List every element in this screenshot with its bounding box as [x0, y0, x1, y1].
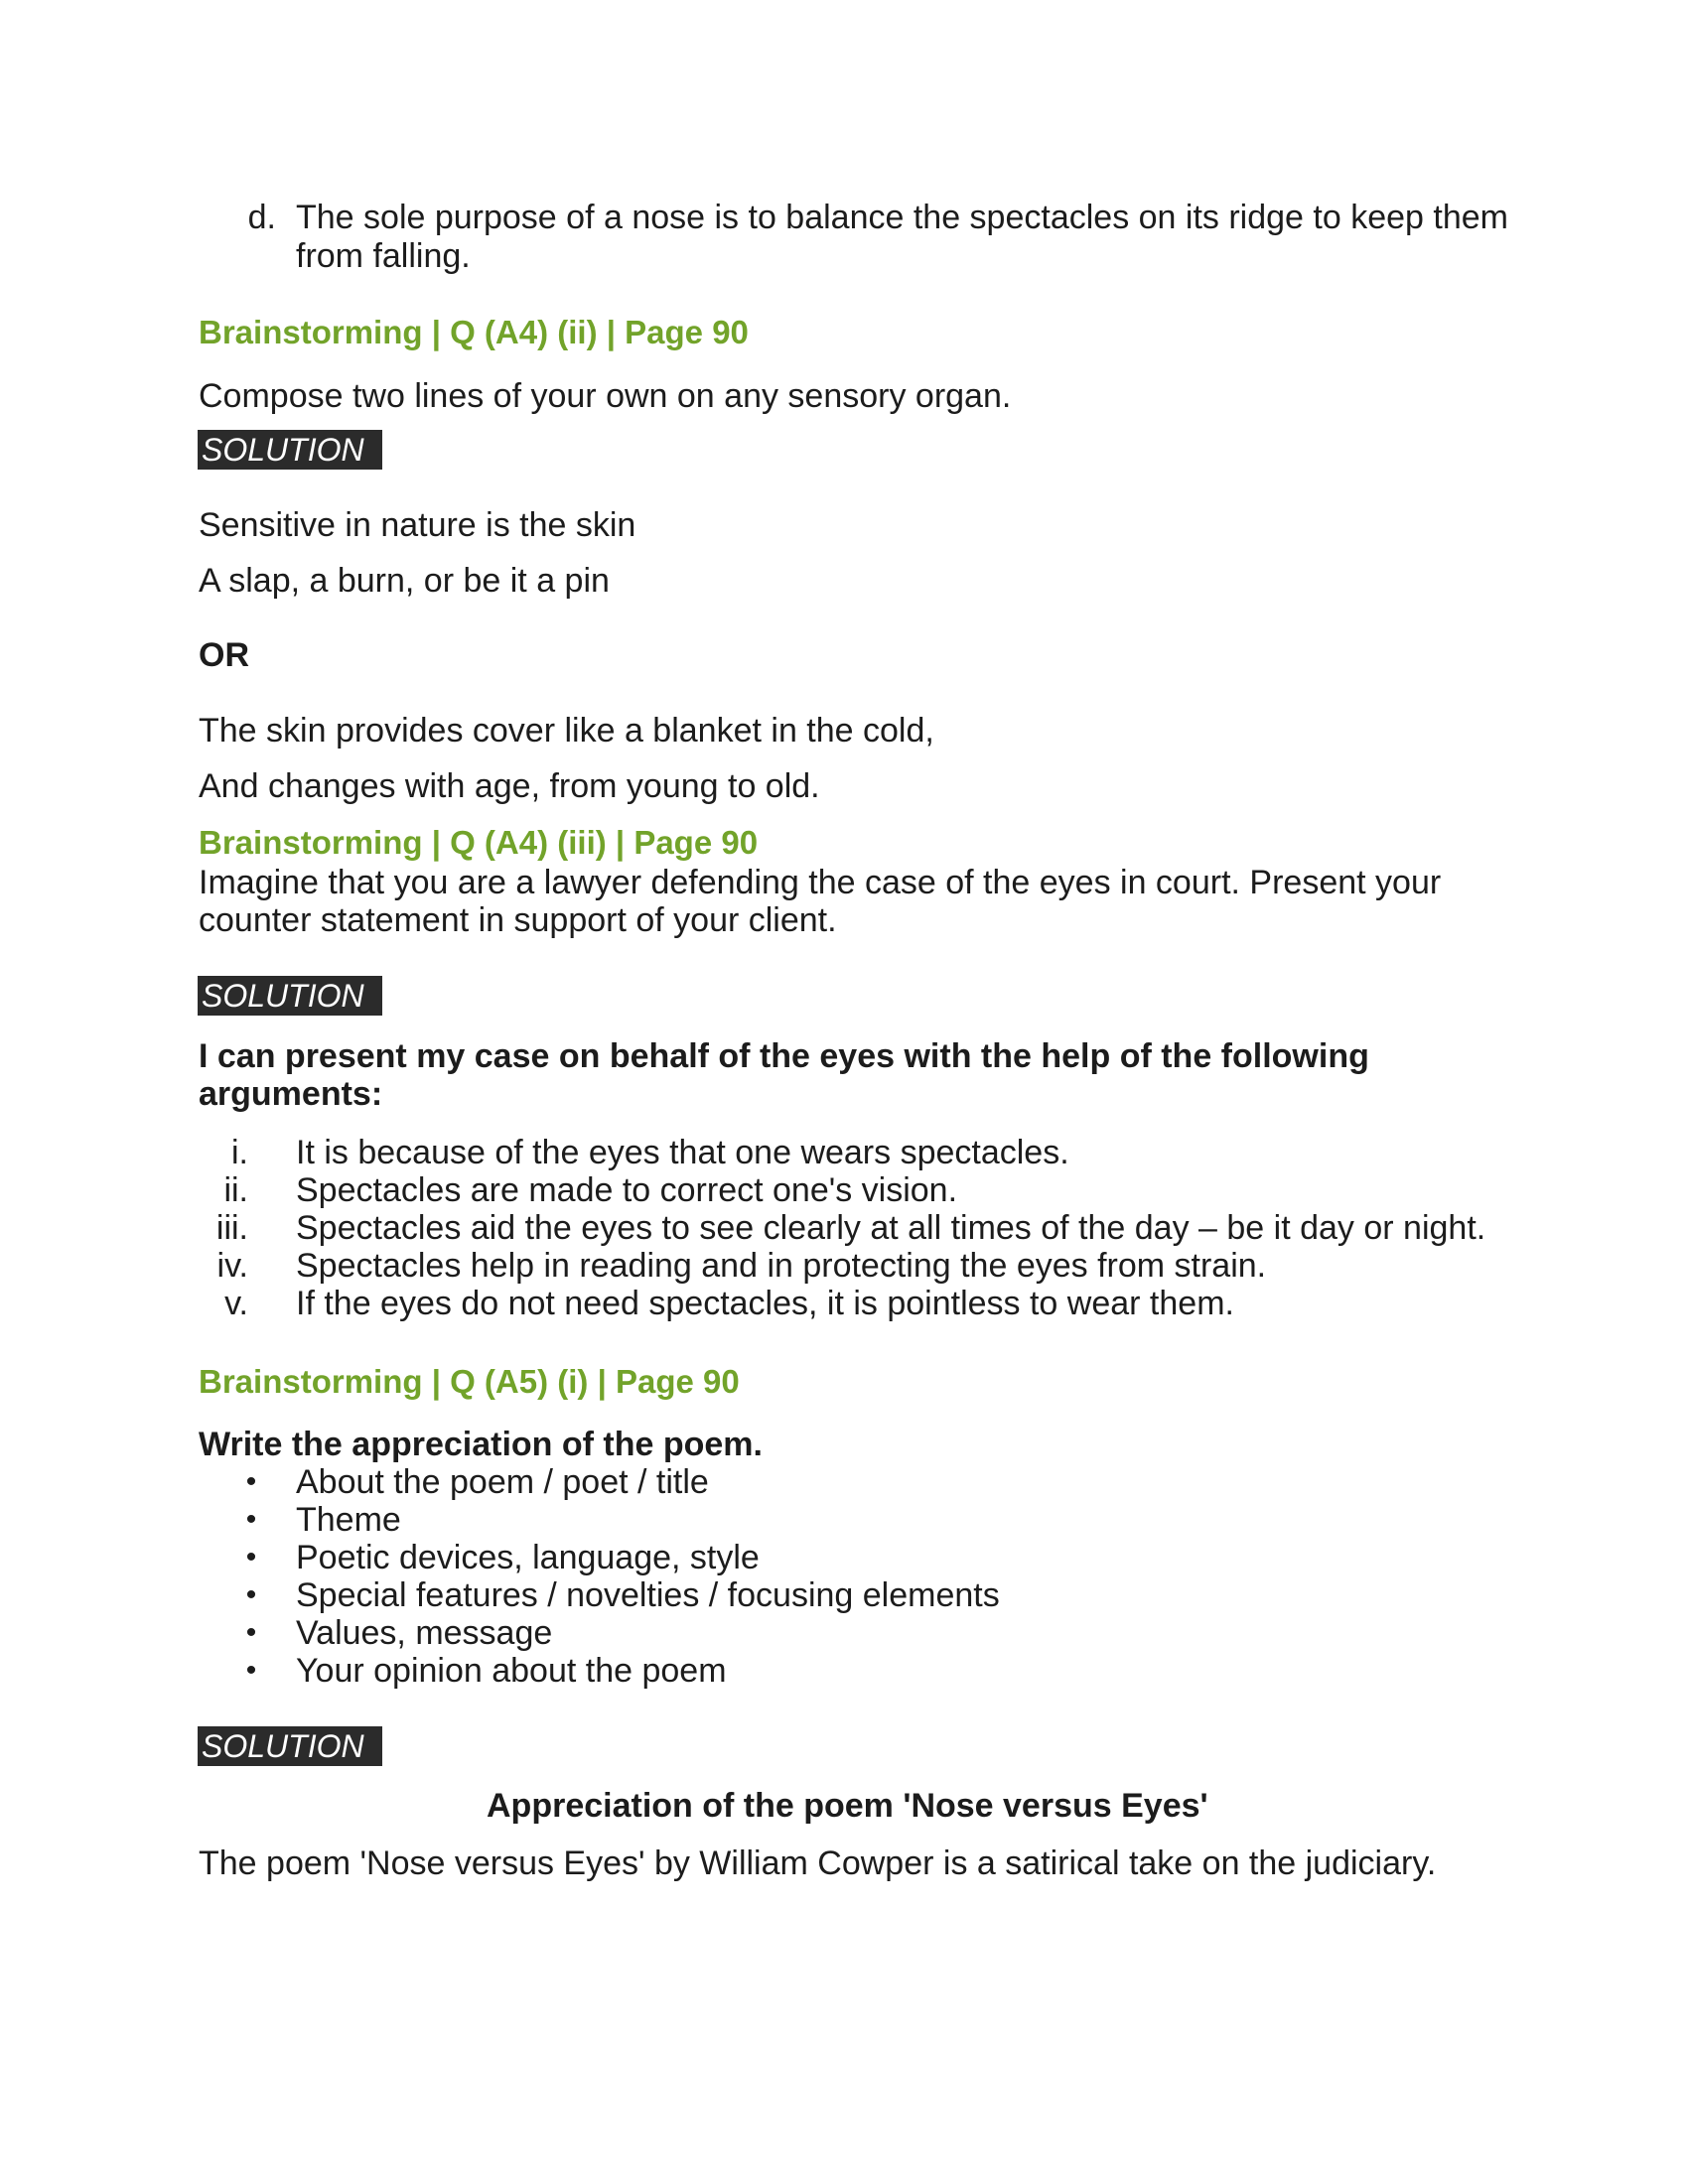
section-heading-a4-iii: Brainstorming | Q (A4) (iii) | Page 90: [199, 824, 759, 861]
solution-label: SOLUTION: [198, 976, 382, 1016]
bullet-item: Special features / novelties / focusing elements: [296, 1576, 1000, 1614]
list-marker: iii.: [215, 1209, 248, 1247]
bullet-item: Values, message: [296, 1614, 553, 1652]
list-marker-d: d.: [247, 199, 276, 236]
answer-intro-line1: I can present my case on behalf of the eyes with the help of the following: [199, 1037, 1369, 1075]
bullet-icon: •: [245, 1465, 257, 1498]
poem-line: Sensitive in nature is the skin: [199, 506, 636, 544]
argument-item: Spectacles help in reading and in protecting the eyes from strain.: [296, 1247, 1267, 1285]
bullet-icon: •: [245, 1503, 257, 1536]
argument-item: Spectacles aid the eyes to see clearly at all times of the day – be it day or night.: [296, 1209, 1486, 1247]
bullet-item: About the poem / poet / title: [296, 1463, 709, 1501]
poem-line: A slap, a burn, or be it a pin: [199, 562, 610, 600]
solution-label: SOLUTION: [198, 430, 382, 470]
appreciation-text: The poem 'Nose versus Eyes' by William Cowper is a satirical take on the judiciary.: [199, 1844, 1437, 1882]
question-line1: Imagine that you are a lawyer defending the case of the eyes in court. Present your: [199, 864, 1442, 901]
bullet-icon: •: [245, 1541, 257, 1573]
question-text: Write the appreciation of the poem.: [199, 1426, 763, 1463]
bullet-item: Poetic devices, language, style: [296, 1539, 760, 1576]
poem-line: The skin provides cover like a blanket in the cold,: [199, 712, 934, 750]
or-label: OR: [199, 636, 249, 674]
argument-item: It is because of the eyes that one wears spectacles.: [296, 1134, 1069, 1171]
argument-item: If the eyes do not need spectacles, it is pointless to wear them.: [296, 1285, 1234, 1322]
item-d-line1: The sole purpose of a nose is to balance the spectacles on its ridge to keep them: [296, 199, 1508, 236]
list-marker: ii.: [223, 1171, 248, 1209]
item-d-line2: from falling.: [296, 237, 471, 275]
section-heading-a4-ii: Brainstorming | Q (A4) (ii) | Page 90: [199, 314, 749, 350]
bullet-icon: •: [245, 1578, 257, 1611]
question-text: Compose two lines of your own on any sensory organ.: [199, 377, 1012, 415]
bullet-icon: •: [245, 1616, 257, 1649]
list-marker: i.: [231, 1134, 248, 1171]
appreciation-title: Appreciation of the poem 'Nose versus Eyes': [487, 1787, 1208, 1825]
bullet-icon: •: [245, 1654, 257, 1687]
bullet-item: Theme: [296, 1501, 401, 1539]
list-marker: iv.: [216, 1247, 248, 1285]
list-marker: v.: [224, 1285, 248, 1322]
poem-line: And changes with age, from young to old.: [199, 767, 820, 805]
section-heading-a5-i: Brainstorming | Q (A5) (i) | Page 90: [199, 1363, 740, 1400]
bullet-item: Your opinion about the poem: [296, 1652, 727, 1690]
answer-intro-line2: arguments:: [199, 1075, 383, 1113]
solution-label: SOLUTION: [198, 1726, 382, 1766]
question-line2: counter statement in support of your client.: [199, 901, 837, 939]
argument-item: Spectacles are made to correct one's vision.: [296, 1171, 958, 1209]
